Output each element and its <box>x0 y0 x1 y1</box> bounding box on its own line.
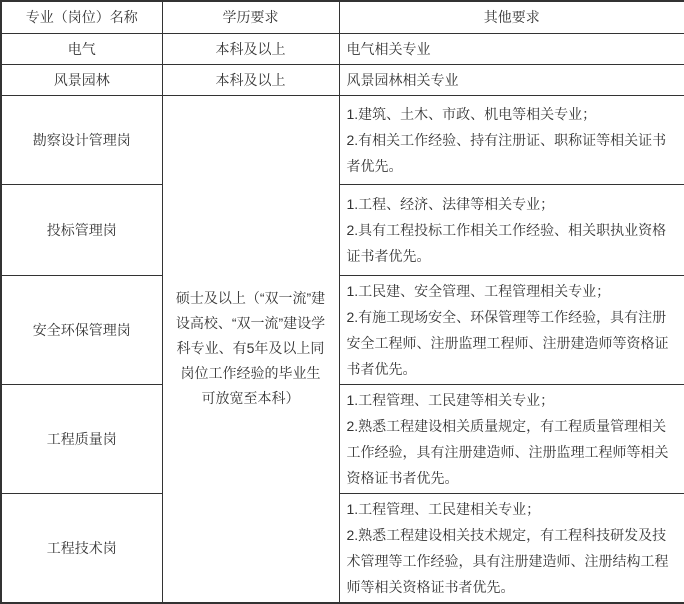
cell-position: 工程质量岗 <box>1 384 162 493</box>
cell-education: 本科及以上 <box>162 64 339 95</box>
table-row-electrical <box>1 33 684 64</box>
cell-other-requirements <box>339 95 684 184</box>
table-header-row <box>1 1 684 33</box>
cell-other-requirements <box>339 493 684 603</box>
requirement-line: 1.建筑、土木、市政、机电等相关专业； <box>346 105 597 122</box>
requirement-line: 2.熟悉工程建设相关技术规定，有工程科技研发及技术管理等工作经验，具有注册建造师、注册结构工程师等相关资格证书者优先。 <box>346 526 669 595</box>
table-row-quality <box>1 384 684 493</box>
requirement-line: 1.工程管理、工民建等相关专业； <box>346 391 555 408</box>
cell-position: 投标管理岗 <box>1 184 162 275</box>
requirement-line: 2.有施工现场安全、环保管理等工作经验，具有注册安全工程师、注册监理工程师、注册建造师等资格证书者优先。 <box>346 308 669 377</box>
header-other: 其他要求 <box>339 1 684 33</box>
cell-other-requirements: 风景园林相关专业 <box>339 64 684 95</box>
requirement-line: 1.工程管理、工民建相关专业； <box>346 500 541 517</box>
table-row-bidding <box>1 184 684 275</box>
cell-other-requirements: 电气相关专业 <box>339 33 684 64</box>
requirement-line: 2.熟悉工程建设相关质量规定，有工程质量管理相关工作经验，具有注册建造师、注册监理工程师等相关资格证书者优先。 <box>346 417 669 486</box>
requirement-line: 1.工程、经济、法律等相关专业； <box>346 195 555 212</box>
header-education: 学历要求 <box>162 1 339 33</box>
cell-position: 电气 <box>1 33 162 64</box>
cell-position: 安全环保管理岗 <box>1 275 162 384</box>
table-row-safety-environment <box>1 275 684 384</box>
cell-education: 本科及以上 <box>162 33 339 64</box>
table-row-technology <box>1 493 684 603</box>
cell-position: 工程技术岗 <box>1 493 162 603</box>
cell-education-merged: 硕士及以上（“双一流”建设高校、“双一流”建设学科专业、有5年及以上同岗位工作经验的毕业生可放宽至本科） <box>162 95 339 603</box>
table-row-survey-design <box>1 95 684 184</box>
cell-other-requirements <box>339 184 684 275</box>
cell-position: 风景园林 <box>1 64 162 95</box>
table-row-landscape <box>1 64 684 95</box>
cell-other-requirements <box>339 275 684 384</box>
cell-position: 勘察设计管理岗 <box>1 95 162 184</box>
requirement-line: 2.有相关工作经验、持有注册证、职称证等相关证书者优先。 <box>346 131 667 174</box>
requirement-line: 2.具有工程投标工作相关工作经验、相关职执业资格证书者优先。 <box>346 221 667 264</box>
header-position: 专业（岗位）名称 <box>1 1 162 33</box>
cell-other-requirements <box>339 384 684 493</box>
requirement-line: 1.工民建、安全管理、工程管理相关专业； <box>346 282 611 299</box>
